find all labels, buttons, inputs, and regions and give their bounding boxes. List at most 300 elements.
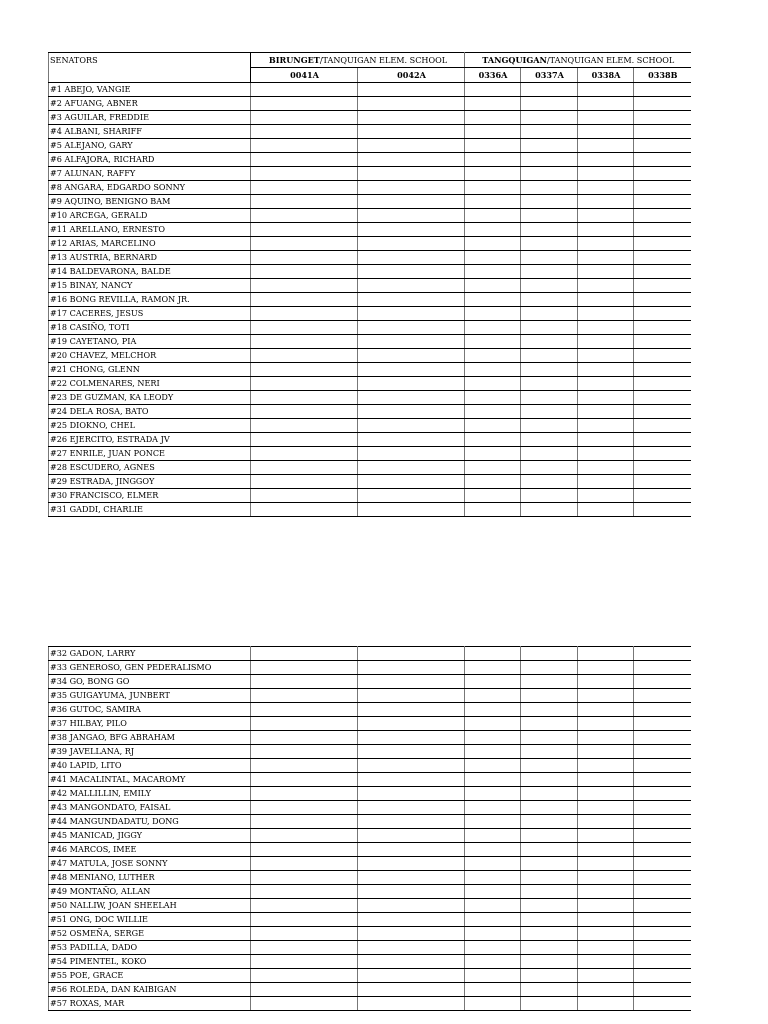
vote-count-cell[interactable]	[634, 489, 691, 503]
vote-count-cell[interactable]	[521, 153, 578, 167]
vote-count-cell[interactable]	[521, 209, 578, 223]
vote-count-cell[interactable]	[634, 447, 691, 461]
vote-count-cell[interactable]	[251, 871, 358, 885]
vote-count-cell[interactable]	[358, 167, 465, 181]
vote-count-cell[interactable]	[521, 279, 578, 293]
vote-count-cell[interactable]	[358, 321, 465, 335]
vote-count-cell[interactable]	[521, 391, 578, 405]
vote-count-cell[interactable]	[634, 913, 691, 927]
vote-count-cell[interactable]	[578, 307, 634, 321]
vote-count-cell[interactable]	[578, 857, 634, 871]
vote-count-cell[interactable]	[578, 475, 634, 489]
vote-count-cell[interactable]	[465, 209, 521, 223]
vote-count-cell[interactable]	[634, 843, 691, 857]
vote-count-cell[interactable]	[465, 97, 521, 111]
vote-count-cell[interactable]	[578, 717, 634, 731]
vote-count-cell[interactable]	[634, 419, 691, 433]
vote-count-cell[interactable]	[578, 885, 634, 899]
vote-count-cell[interactable]	[521, 773, 578, 787]
vote-count-cell[interactable]	[578, 461, 634, 475]
vote-count-cell[interactable]	[358, 447, 465, 461]
vote-count-cell[interactable]	[521, 857, 578, 871]
vote-count-cell[interactable]	[521, 251, 578, 265]
vote-count-cell[interactable]	[251, 125, 358, 139]
vote-count-cell[interactable]	[578, 335, 634, 349]
vote-count-cell[interactable]	[634, 251, 691, 265]
vote-count-cell[interactable]	[578, 405, 634, 419]
vote-count-cell[interactable]	[465, 489, 521, 503]
vote-count-cell[interactable]	[465, 969, 521, 983]
vote-count-cell[interactable]	[521, 293, 578, 307]
vote-count-cell[interactable]	[358, 927, 465, 941]
vote-count-cell[interactable]	[465, 223, 521, 237]
vote-count-cell[interactable]	[358, 717, 465, 731]
vote-count-cell[interactable]	[634, 857, 691, 871]
vote-count-cell[interactable]	[634, 209, 691, 223]
vote-count-cell[interactable]	[465, 829, 521, 843]
vote-count-cell[interactable]	[634, 745, 691, 759]
vote-count-cell[interactable]	[521, 661, 578, 675]
vote-count-cell[interactable]	[578, 181, 634, 195]
vote-count-cell[interactable]	[251, 461, 358, 475]
vote-count-cell[interactable]	[634, 787, 691, 801]
vote-count-cell[interactable]	[634, 475, 691, 489]
vote-count-cell[interactable]	[358, 899, 465, 913]
vote-count-cell[interactable]	[251, 433, 358, 447]
vote-count-cell[interactable]	[358, 377, 465, 391]
vote-count-cell[interactable]	[521, 307, 578, 321]
vote-count-cell[interactable]	[465, 461, 521, 475]
vote-count-cell[interactable]	[578, 843, 634, 857]
vote-count-cell[interactable]	[578, 489, 634, 503]
vote-count-cell[interactable]	[358, 503, 465, 517]
vote-count-cell[interactable]	[251, 447, 358, 461]
vote-count-cell[interactable]	[465, 759, 521, 773]
vote-count-cell[interactable]	[578, 759, 634, 773]
vote-count-cell[interactable]	[634, 689, 691, 703]
vote-count-cell[interactable]	[465, 195, 521, 209]
vote-count-cell[interactable]	[251, 969, 358, 983]
vote-count-cell[interactable]	[251, 279, 358, 293]
vote-count-cell[interactable]	[358, 419, 465, 433]
vote-count-cell[interactable]	[634, 829, 691, 843]
vote-count-cell[interactable]	[358, 675, 465, 689]
vote-count-cell[interactable]	[358, 661, 465, 675]
vote-count-cell[interactable]	[521, 237, 578, 251]
vote-count-cell[interactable]	[358, 475, 465, 489]
vote-count-cell[interactable]	[578, 265, 634, 279]
vote-count-cell[interactable]	[521, 167, 578, 181]
vote-count-cell[interactable]	[465, 503, 521, 517]
vote-count-cell[interactable]	[251, 293, 358, 307]
vote-count-cell[interactable]	[521, 829, 578, 843]
vote-count-cell[interactable]	[465, 83, 521, 97]
vote-count-cell[interactable]	[465, 153, 521, 167]
vote-count-cell[interactable]	[578, 997, 634, 1011]
vote-count-cell[interactable]	[251, 731, 358, 745]
vote-count-cell[interactable]	[358, 829, 465, 843]
vote-count-cell[interactable]	[465, 955, 521, 969]
vote-count-cell[interactable]	[634, 969, 691, 983]
vote-count-cell[interactable]	[358, 111, 465, 125]
vote-count-cell[interactable]	[578, 195, 634, 209]
vote-count-cell[interactable]	[465, 293, 521, 307]
vote-count-cell[interactable]	[358, 801, 465, 815]
vote-count-cell[interactable]	[251, 223, 358, 237]
vote-count-cell[interactable]	[358, 815, 465, 829]
vote-count-cell[interactable]	[634, 377, 691, 391]
vote-count-cell[interactable]	[578, 871, 634, 885]
vote-count-cell[interactable]	[251, 153, 358, 167]
vote-count-cell[interactable]	[521, 703, 578, 717]
vote-count-cell[interactable]	[465, 927, 521, 941]
vote-count-cell[interactable]	[578, 675, 634, 689]
vote-count-cell[interactable]	[358, 773, 465, 787]
vote-count-cell[interactable]	[251, 83, 358, 97]
vote-count-cell[interactable]	[578, 983, 634, 997]
vote-count-cell[interactable]	[251, 209, 358, 223]
vote-count-cell[interactable]	[251, 983, 358, 997]
vote-count-cell[interactable]	[521, 363, 578, 377]
vote-count-cell[interactable]	[634, 195, 691, 209]
vote-count-cell[interactable]	[521, 969, 578, 983]
vote-count-cell[interactable]	[358, 689, 465, 703]
vote-count-cell[interactable]	[251, 503, 358, 517]
vote-count-cell[interactable]	[251, 489, 358, 503]
vote-count-cell[interactable]	[521, 377, 578, 391]
vote-count-cell[interactable]	[251, 349, 358, 363]
vote-count-cell[interactable]	[578, 941, 634, 955]
vote-count-cell[interactable]	[465, 983, 521, 997]
vote-count-cell[interactable]	[251, 181, 358, 195]
vote-count-cell[interactable]	[465, 433, 521, 447]
vote-count-cell[interactable]	[578, 773, 634, 787]
vote-count-cell[interactable]	[634, 941, 691, 955]
vote-count-cell[interactable]	[521, 139, 578, 153]
vote-count-cell[interactable]	[521, 181, 578, 195]
vote-count-cell[interactable]	[578, 955, 634, 969]
vote-count-cell[interactable]	[521, 927, 578, 941]
vote-count-cell[interactable]	[634, 801, 691, 815]
vote-count-cell[interactable]	[521, 787, 578, 801]
vote-count-cell[interactable]	[465, 111, 521, 125]
vote-count-cell[interactable]	[251, 787, 358, 801]
vote-count-cell[interactable]	[358, 941, 465, 955]
vote-count-cell[interactable]	[465, 167, 521, 181]
vote-count-cell[interactable]	[634, 153, 691, 167]
vote-count-cell[interactable]	[578, 745, 634, 759]
vote-count-cell[interactable]	[251, 717, 358, 731]
vote-count-cell[interactable]	[521, 489, 578, 503]
vote-count-cell[interactable]	[634, 293, 691, 307]
vote-count-cell[interactable]	[465, 913, 521, 927]
vote-count-cell[interactable]	[465, 321, 521, 335]
vote-count-cell[interactable]	[358, 153, 465, 167]
vote-count-cell[interactable]	[465, 871, 521, 885]
vote-count-cell[interactable]	[358, 307, 465, 321]
vote-count-cell[interactable]	[634, 927, 691, 941]
vote-count-cell[interactable]	[521, 461, 578, 475]
vote-count-cell[interactable]	[578, 153, 634, 167]
vote-count-cell[interactable]	[521, 647, 578, 661]
vote-count-cell[interactable]	[465, 745, 521, 759]
vote-count-cell[interactable]	[358, 209, 465, 223]
vote-count-cell[interactable]	[251, 689, 358, 703]
vote-count-cell[interactable]	[358, 139, 465, 153]
vote-count-cell[interactable]	[634, 731, 691, 745]
vote-count-cell[interactable]	[634, 885, 691, 899]
vote-count-cell[interactable]	[358, 647, 465, 661]
vote-count-cell[interactable]	[251, 237, 358, 251]
vote-count-cell[interactable]	[465, 335, 521, 349]
vote-count-cell[interactable]	[251, 97, 358, 111]
vote-count-cell[interactable]	[358, 293, 465, 307]
vote-count-cell[interactable]	[634, 675, 691, 689]
vote-count-cell[interactable]	[251, 745, 358, 759]
vote-count-cell[interactable]	[465, 139, 521, 153]
vote-count-cell[interactable]	[634, 983, 691, 997]
vote-count-cell[interactable]	[634, 335, 691, 349]
vote-count-cell[interactable]	[578, 801, 634, 815]
vote-count-cell[interactable]	[521, 125, 578, 139]
vote-count-cell[interactable]	[521, 503, 578, 517]
vote-count-cell[interactable]	[358, 997, 465, 1011]
vote-count-cell[interactable]	[578, 391, 634, 405]
vote-count-cell[interactable]	[578, 321, 634, 335]
vote-count-cell[interactable]	[578, 787, 634, 801]
vote-count-cell[interactable]	[251, 405, 358, 419]
vote-count-cell[interactable]	[634, 83, 691, 97]
vote-count-cell[interactable]	[251, 195, 358, 209]
vote-count-cell[interactable]	[358, 251, 465, 265]
vote-count-cell[interactable]	[521, 433, 578, 447]
vote-count-cell[interactable]	[358, 843, 465, 857]
vote-count-cell[interactable]	[634, 97, 691, 111]
vote-count-cell[interactable]	[358, 885, 465, 899]
vote-count-cell[interactable]	[578, 251, 634, 265]
vote-count-cell[interactable]	[634, 461, 691, 475]
vote-count-cell[interactable]	[358, 983, 465, 997]
vote-count-cell[interactable]	[251, 377, 358, 391]
vote-count-cell[interactable]	[578, 647, 634, 661]
vote-count-cell[interactable]	[634, 349, 691, 363]
vote-count-cell[interactable]	[358, 703, 465, 717]
vote-count-cell[interactable]	[358, 363, 465, 377]
vote-count-cell[interactable]	[521, 955, 578, 969]
vote-count-cell[interactable]	[465, 731, 521, 745]
vote-count-cell[interactable]	[521, 689, 578, 703]
vote-count-cell[interactable]	[465, 857, 521, 871]
vote-count-cell[interactable]	[521, 83, 578, 97]
vote-count-cell[interactable]	[578, 83, 634, 97]
vote-count-cell[interactable]	[634, 773, 691, 787]
vote-count-cell[interactable]	[251, 111, 358, 125]
vote-count-cell[interactable]	[465, 307, 521, 321]
vote-count-cell[interactable]	[251, 675, 358, 689]
vote-count-cell[interactable]	[251, 857, 358, 871]
vote-count-cell[interactable]	[358, 265, 465, 279]
vote-count-cell[interactable]	[521, 997, 578, 1011]
vote-count-cell[interactable]	[578, 731, 634, 745]
vote-count-cell[interactable]	[634, 815, 691, 829]
vote-count-cell[interactable]	[251, 927, 358, 941]
vote-count-cell[interactable]	[521, 111, 578, 125]
vote-count-cell[interactable]	[521, 899, 578, 913]
vote-count-cell[interactable]	[578, 209, 634, 223]
vote-count-cell[interactable]	[634, 307, 691, 321]
vote-count-cell[interactable]	[578, 815, 634, 829]
vote-count-cell[interactable]	[358, 489, 465, 503]
vote-count-cell[interactable]	[358, 759, 465, 773]
vote-count-cell[interactable]	[465, 787, 521, 801]
vote-count-cell[interactable]	[465, 349, 521, 363]
vote-count-cell[interactable]	[358, 83, 465, 97]
vote-count-cell[interactable]	[251, 321, 358, 335]
vote-count-cell[interactable]	[358, 731, 465, 745]
vote-count-cell[interactable]	[465, 997, 521, 1011]
vote-count-cell[interactable]	[521, 941, 578, 955]
vote-count-cell[interactable]	[521, 223, 578, 237]
vote-count-cell[interactable]	[358, 433, 465, 447]
vote-count-cell[interactable]	[465, 801, 521, 815]
vote-count-cell[interactable]	[521, 983, 578, 997]
vote-count-cell[interactable]	[578, 419, 634, 433]
vote-count-cell[interactable]	[578, 899, 634, 913]
vote-count-cell[interactable]	[634, 405, 691, 419]
vote-count-cell[interactable]	[578, 237, 634, 251]
vote-count-cell[interactable]	[358, 745, 465, 759]
vote-count-cell[interactable]	[465, 815, 521, 829]
vote-count-cell[interactable]	[521, 335, 578, 349]
vote-count-cell[interactable]	[465, 265, 521, 279]
vote-count-cell[interactable]	[634, 871, 691, 885]
vote-count-cell[interactable]	[521, 885, 578, 899]
vote-count-cell[interactable]	[521, 265, 578, 279]
vote-count-cell[interactable]	[521, 759, 578, 773]
vote-count-cell[interactable]	[465, 885, 521, 899]
vote-count-cell[interactable]	[251, 419, 358, 433]
vote-count-cell[interactable]	[578, 279, 634, 293]
vote-count-cell[interactable]	[251, 815, 358, 829]
vote-count-cell[interactable]	[358, 195, 465, 209]
vote-count-cell[interactable]	[521, 913, 578, 927]
vote-count-cell[interactable]	[578, 111, 634, 125]
vote-count-cell[interactable]	[251, 251, 358, 265]
vote-count-cell[interactable]	[578, 349, 634, 363]
vote-count-cell[interactable]	[358, 405, 465, 419]
vote-count-cell[interactable]	[634, 503, 691, 517]
vote-count-cell[interactable]	[578, 167, 634, 181]
vote-count-cell[interactable]	[358, 279, 465, 293]
vote-count-cell[interactable]	[634, 703, 691, 717]
vote-count-cell[interactable]	[465, 703, 521, 717]
vote-count-cell[interactable]	[465, 125, 521, 139]
vote-count-cell[interactable]	[358, 787, 465, 801]
vote-count-cell[interactable]	[358, 223, 465, 237]
vote-count-cell[interactable]	[251, 885, 358, 899]
vote-count-cell[interactable]	[578, 363, 634, 377]
vote-count-cell[interactable]	[465, 689, 521, 703]
vote-count-cell[interactable]	[578, 223, 634, 237]
vote-count-cell[interactable]	[521, 349, 578, 363]
vote-count-cell[interactable]	[465, 251, 521, 265]
vote-count-cell[interactable]	[521, 97, 578, 111]
vote-count-cell[interactable]	[251, 391, 358, 405]
vote-count-cell[interactable]	[578, 125, 634, 139]
vote-count-cell[interactable]	[251, 475, 358, 489]
vote-count-cell[interactable]	[521, 475, 578, 489]
vote-count-cell[interactable]	[358, 237, 465, 251]
vote-count-cell[interactable]	[465, 391, 521, 405]
vote-count-cell[interactable]	[251, 773, 358, 787]
vote-count-cell[interactable]	[358, 871, 465, 885]
vote-count-cell[interactable]	[465, 447, 521, 461]
vote-count-cell[interactable]	[634, 265, 691, 279]
vote-count-cell[interactable]	[578, 377, 634, 391]
vote-count-cell[interactable]	[251, 335, 358, 349]
vote-count-cell[interactable]	[358, 181, 465, 195]
vote-count-cell[interactable]	[251, 661, 358, 675]
vote-count-cell[interactable]	[358, 125, 465, 139]
vote-count-cell[interactable]	[358, 97, 465, 111]
vote-count-cell[interactable]	[578, 433, 634, 447]
vote-count-cell[interactable]	[634, 223, 691, 237]
vote-count-cell[interactable]	[634, 717, 691, 731]
vote-count-cell[interactable]	[465, 899, 521, 913]
vote-count-cell[interactable]	[358, 349, 465, 363]
vote-count-cell[interactable]	[634, 997, 691, 1011]
vote-count-cell[interactable]	[578, 913, 634, 927]
vote-count-cell[interactable]	[358, 335, 465, 349]
vote-count-cell[interactable]	[465, 661, 521, 675]
vote-count-cell[interactable]	[634, 167, 691, 181]
vote-count-cell[interactable]	[465, 717, 521, 731]
vote-count-cell[interactable]	[251, 363, 358, 377]
vote-count-cell[interactable]	[251, 801, 358, 815]
vote-count-cell[interactable]	[358, 391, 465, 405]
vote-count-cell[interactable]	[578, 969, 634, 983]
vote-count-cell[interactable]	[251, 829, 358, 843]
vote-count-cell[interactable]	[251, 139, 358, 153]
vote-count-cell[interactable]	[465, 475, 521, 489]
vote-count-cell[interactable]	[634, 759, 691, 773]
vote-count-cell[interactable]	[634, 647, 691, 661]
vote-count-cell[interactable]	[358, 461, 465, 475]
vote-count-cell[interactable]	[634, 181, 691, 195]
vote-count-cell[interactable]	[634, 955, 691, 969]
vote-count-cell[interactable]	[634, 125, 691, 139]
vote-count-cell[interactable]	[521, 195, 578, 209]
vote-count-cell[interactable]	[578, 503, 634, 517]
vote-count-cell[interactable]	[465, 377, 521, 391]
vote-count-cell[interactable]	[578, 293, 634, 307]
vote-count-cell[interactable]	[521, 801, 578, 815]
vote-count-cell[interactable]	[251, 167, 358, 181]
vote-count-cell[interactable]	[465, 419, 521, 433]
vote-count-cell[interactable]	[251, 941, 358, 955]
vote-count-cell[interactable]	[465, 363, 521, 377]
vote-count-cell[interactable]	[634, 363, 691, 377]
vote-count-cell[interactable]	[521, 815, 578, 829]
vote-count-cell[interactable]	[251, 647, 358, 661]
vote-count-cell[interactable]	[634, 237, 691, 251]
vote-count-cell[interactable]	[521, 447, 578, 461]
vote-count-cell[interactable]	[521, 745, 578, 759]
vote-count-cell[interactable]	[358, 857, 465, 871]
vote-count-cell[interactable]	[465, 675, 521, 689]
vote-count-cell[interactable]	[578, 139, 634, 153]
vote-count-cell[interactable]	[634, 139, 691, 153]
